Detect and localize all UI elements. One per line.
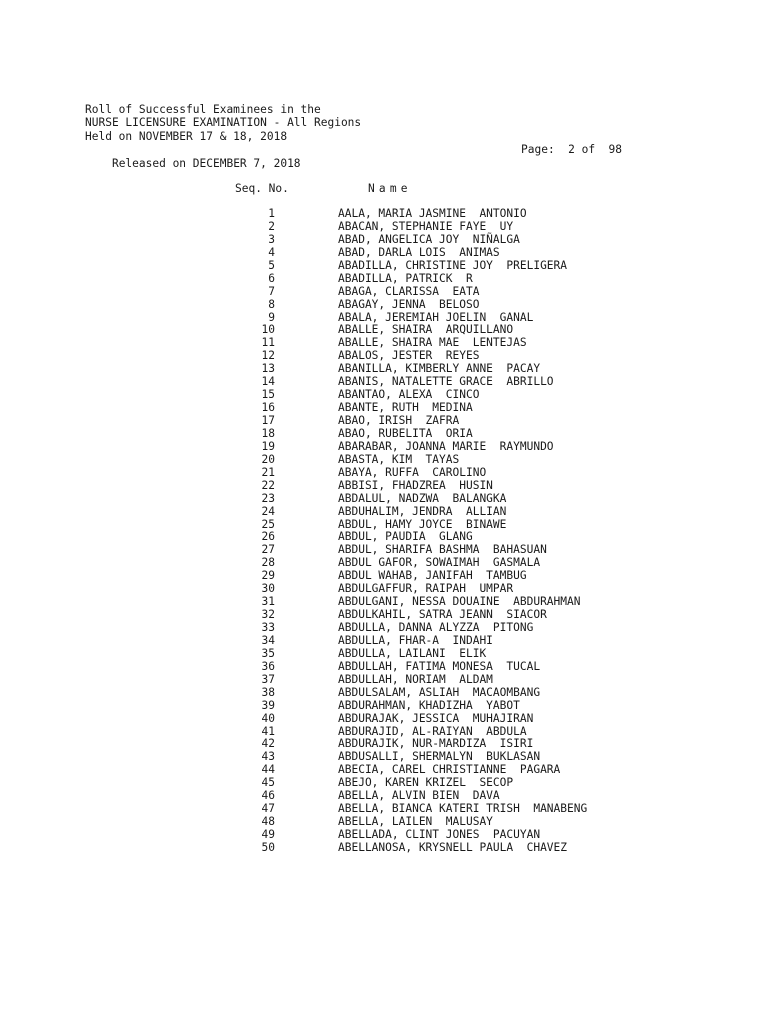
- list-item: [0, 842, 768, 855]
- examinee-name: ABELLADA, CLINT JONES PACUYAN: [338, 828, 541, 841]
- list-item: [0, 661, 768, 674]
- column-header-seq: Seq. No.: [235, 182, 289, 195]
- examinee-name: ABDALUL, NADZWA BALANGKA: [338, 491, 507, 505]
- examinee-name: ABAGAY, JENNA BELOSO: [338, 297, 480, 311]
- seq-number: 28: [261, 556, 275, 570]
- examinee-name: ABDUL, PAUDIA GLANG: [338, 530, 473, 544]
- examinee-name: ABDULGANI, NESSA DOUAINE ABDURAHMAN: [338, 595, 581, 609]
- list-item: [0, 441, 768, 454]
- examinee-name: ABASTA, KIM TAYAS: [338, 452, 460, 466]
- seq-number: 38: [261, 685, 275, 699]
- examinee-name: ABANTAO, ALEXA CINCO: [338, 388, 480, 402]
- seq-number: 29: [261, 569, 275, 583]
- examinee-name: ABDUHALIM, JENDRA ALLIAN: [338, 504, 507, 518]
- list-item: [0, 480, 768, 493]
- seq-number: 31: [261, 595, 275, 609]
- examinee-name: ABAO, IRISH ZAFRA: [338, 414, 460, 427]
- list-item: [0, 506, 768, 519]
- seq-number: 20: [261, 452, 275, 466]
- seq-number: 40: [261, 711, 275, 725]
- examinee-name: ABECIA, CAREL CHRISTIANNE PAGARA: [338, 763, 561, 777]
- examinee-name: ABDUL GAFOR, SOWAIMAH GASMALA: [338, 556, 541, 570]
- seq-number: 35: [261, 646, 275, 660]
- seq-number: 2: [268, 219, 275, 233]
- seq-number: 25: [261, 517, 275, 531]
- seq-number: 16: [261, 401, 275, 415]
- seq-number: 44: [261, 763, 275, 777]
- seq-number: 48: [261, 815, 275, 829]
- list-item: [0, 221, 768, 234]
- seq-number: 47: [261, 802, 275, 816]
- seq-number: 27: [261, 543, 275, 557]
- seq-number: 37: [261, 672, 275, 686]
- seq-number: 6: [268, 271, 275, 285]
- seq-number: 50: [261, 840, 275, 854]
- document-header: [85, 103, 645, 170]
- examinee-name: ABACAN, STEPHANIE FAYE UY: [338, 219, 514, 233]
- header-title: Roll of Successful Examinees in the: [85, 103, 321, 116]
- seq-number: 17: [261, 414, 275, 427]
- seq-number: 15: [261, 388, 275, 402]
- examinee-name: ABDULLA, LAILANI ELIK: [338, 646, 487, 660]
- list-item: [0, 687, 768, 700]
- seq-number: 34: [261, 633, 275, 647]
- list-item: [0, 273, 768, 286]
- examinee-name: ABDUSALLI, SHERMALYN BUKLASAN: [338, 750, 541, 764]
- list-item: [0, 260, 768, 273]
- list-item: [0, 234, 768, 247]
- examinee-name: ABEJO, KAREN KRIZEL SECOP: [338, 776, 514, 790]
- column-header-name: Name: [368, 182, 412, 195]
- examinee-name: ABAO, RUBELITA ORIA: [338, 426, 473, 440]
- seq-number: 5: [268, 258, 275, 272]
- list-item: [0, 286, 768, 299]
- examinee-name: ABDUL, SHARIFA BASHMA BAHASUAN: [338, 543, 547, 557]
- examinee-name: ABDULSALAM, ASLIAH MACAOMBANG: [338, 685, 541, 699]
- seq-number: 1: [268, 207, 275, 220]
- examinee-name: ABDULGAFFUR, RAIPAH UMPAR: [338, 582, 514, 596]
- examinee-name: ABALA, JEREMIAH JOELIN GANAL: [338, 310, 534, 324]
- seq-number: 26: [261, 530, 275, 544]
- seq-number: 36: [261, 659, 275, 673]
- seq-number: 22: [261, 478, 275, 492]
- examinee-name: ABDUL, HAMY JOYCE BINAWE: [338, 517, 507, 531]
- seq-number: 12: [261, 349, 275, 363]
- examinee-name: ABDURAJIK, NUR-MARDIZA ISIRI: [338, 737, 534, 751]
- examinee-name: ABBISI, FHADZREA HUSIN: [338, 478, 493, 492]
- examinee-name: ABELLANOSA, KRYSNELL PAULA CHAVEZ: [338, 840, 568, 854]
- examinee-list: [0, 208, 768, 855]
- list-item: [0, 829, 768, 842]
- list-item: [0, 454, 768, 467]
- examinee-name: ABANTE, RUTH MEDINA: [338, 401, 473, 415]
- seq-number: 39: [261, 698, 275, 712]
- examinee-name: ABDULLAH, FATIMA MONESA TUCAL: [338, 659, 541, 673]
- examinee-name: ABAD, DARLA LOIS ANIMAS: [338, 245, 500, 259]
- examinee-name: ABELLA, BIANCA KATERI TRISH MANABENG: [338, 802, 588, 816]
- examinee-name: ABDUL WAHAB, JANIFAH TAMBUG: [338, 569, 527, 583]
- header-release-date: Released on DECEMBER 7, 2018: [111, 156, 301, 170]
- examinee-name: ABDURAJAK, JESSICA MUHAJIRAN: [338, 711, 534, 725]
- examinee-name: ABDULKAHIL, SATRA JEANN SIACOR: [338, 608, 547, 622]
- list-item: [0, 415, 768, 428]
- list-item: [0, 635, 768, 648]
- list-item: [0, 299, 768, 312]
- examinee-name: ABALLE, SHAIRA MAE LENTEJAS: [338, 336, 527, 350]
- list-item: [0, 208, 768, 221]
- examinee-name: ABAD, ANGELICA JOY NIÑALGA: [338, 232, 520, 246]
- examinee-name: ABAGA, CLARISSA EATA: [338, 284, 480, 298]
- seq-number: 19: [261, 439, 275, 453]
- list-item: [0, 467, 768, 480]
- seq-number: 4: [268, 245, 275, 259]
- examinee-name: ABDURAJID, AL-RAIYAN ABDULA: [338, 724, 527, 738]
- examinee-name: ABADILLA, CHRISTINE JOY PRELIGERA: [338, 258, 568, 272]
- seq-number: 11: [261, 336, 275, 350]
- seq-number: 49: [261, 828, 275, 841]
- seq-number: 3: [268, 232, 275, 246]
- seq-number: 14: [261, 375, 275, 389]
- header-release-row: [85, 143, 645, 170]
- seq-number: 18: [261, 426, 275, 440]
- seq-number: 7: [268, 284, 275, 298]
- seq-number: 41: [261, 724, 275, 738]
- examinee-name: AALA, MARIA JASMINE ANTONIO: [338, 207, 527, 220]
- examinee-name: ABANILLA, KIMBERLY ANNE PACAY: [338, 362, 541, 376]
- examinee-name: ABELLA, ALVIN BIEN DAVA: [338, 789, 500, 803]
- examinee-name: ABAYA, RUFFA CAROLINO: [338, 465, 487, 479]
- list-item: [0, 648, 768, 661]
- seq-number: 46: [261, 789, 275, 803]
- list-item: [0, 674, 768, 687]
- seq-number: 8: [268, 297, 275, 311]
- examinee-name: ABADILLA, PATRICK R: [338, 271, 473, 285]
- seq-number: 32: [261, 608, 275, 622]
- header-exam-name: NURSE LICENSURE EXAMINATION - All Regions: [85, 116, 362, 130]
- examinee-name: ABDULLA, FHAR-A INDAHI: [338, 633, 493, 647]
- seq-number: 10: [261, 323, 275, 337]
- list-item: [0, 700, 768, 713]
- list-item: [0, 493, 768, 506]
- list-item: [0, 247, 768, 260]
- examinee-name: ABDURAHMAN, KHADIZHA YABOT: [338, 698, 520, 712]
- header-exam-date: Held on NOVEMBER 17 & 18, 2018: [85, 129, 288, 143]
- seq-number: 21: [261, 465, 275, 479]
- seq-number: 43: [261, 750, 275, 764]
- seq-number: 33: [261, 621, 275, 634]
- list-item: [0, 428, 768, 441]
- examinee-name: ABELLA, LAILEN MALUSAY: [338, 815, 493, 829]
- seq-number: 45: [261, 776, 275, 790]
- list-item: [0, 713, 768, 726]
- examinee-name: ABALLE, SHAIRA ARQUILLANO: [338, 323, 514, 337]
- seq-number: 23: [261, 491, 275, 505]
- seq-number: 13: [261, 362, 275, 376]
- examinee-name: ABANIS, NATALETTE GRACE ABRILLO: [338, 375, 554, 389]
- seq-number: 24: [261, 504, 275, 518]
- seq-number: 30: [261, 582, 275, 596]
- seq-number: 9: [268, 310, 275, 324]
- seq-number: 42: [261, 737, 275, 751]
- examinee-name: ABDULLA, DANNA ALYZZA PITONG: [338, 621, 534, 634]
- examinee-name: ABARABAR, JOANNA MARIE RAYMUNDO: [338, 439, 554, 453]
- list-item: [0, 622, 768, 635]
- examinee-name: ABDULLAH, NORIAM ALDAM: [338, 672, 493, 686]
- examinee-name: ABALOS, JESTER REYES: [338, 349, 480, 363]
- page-number: Page: 2 of 98: [521, 143, 623, 157]
